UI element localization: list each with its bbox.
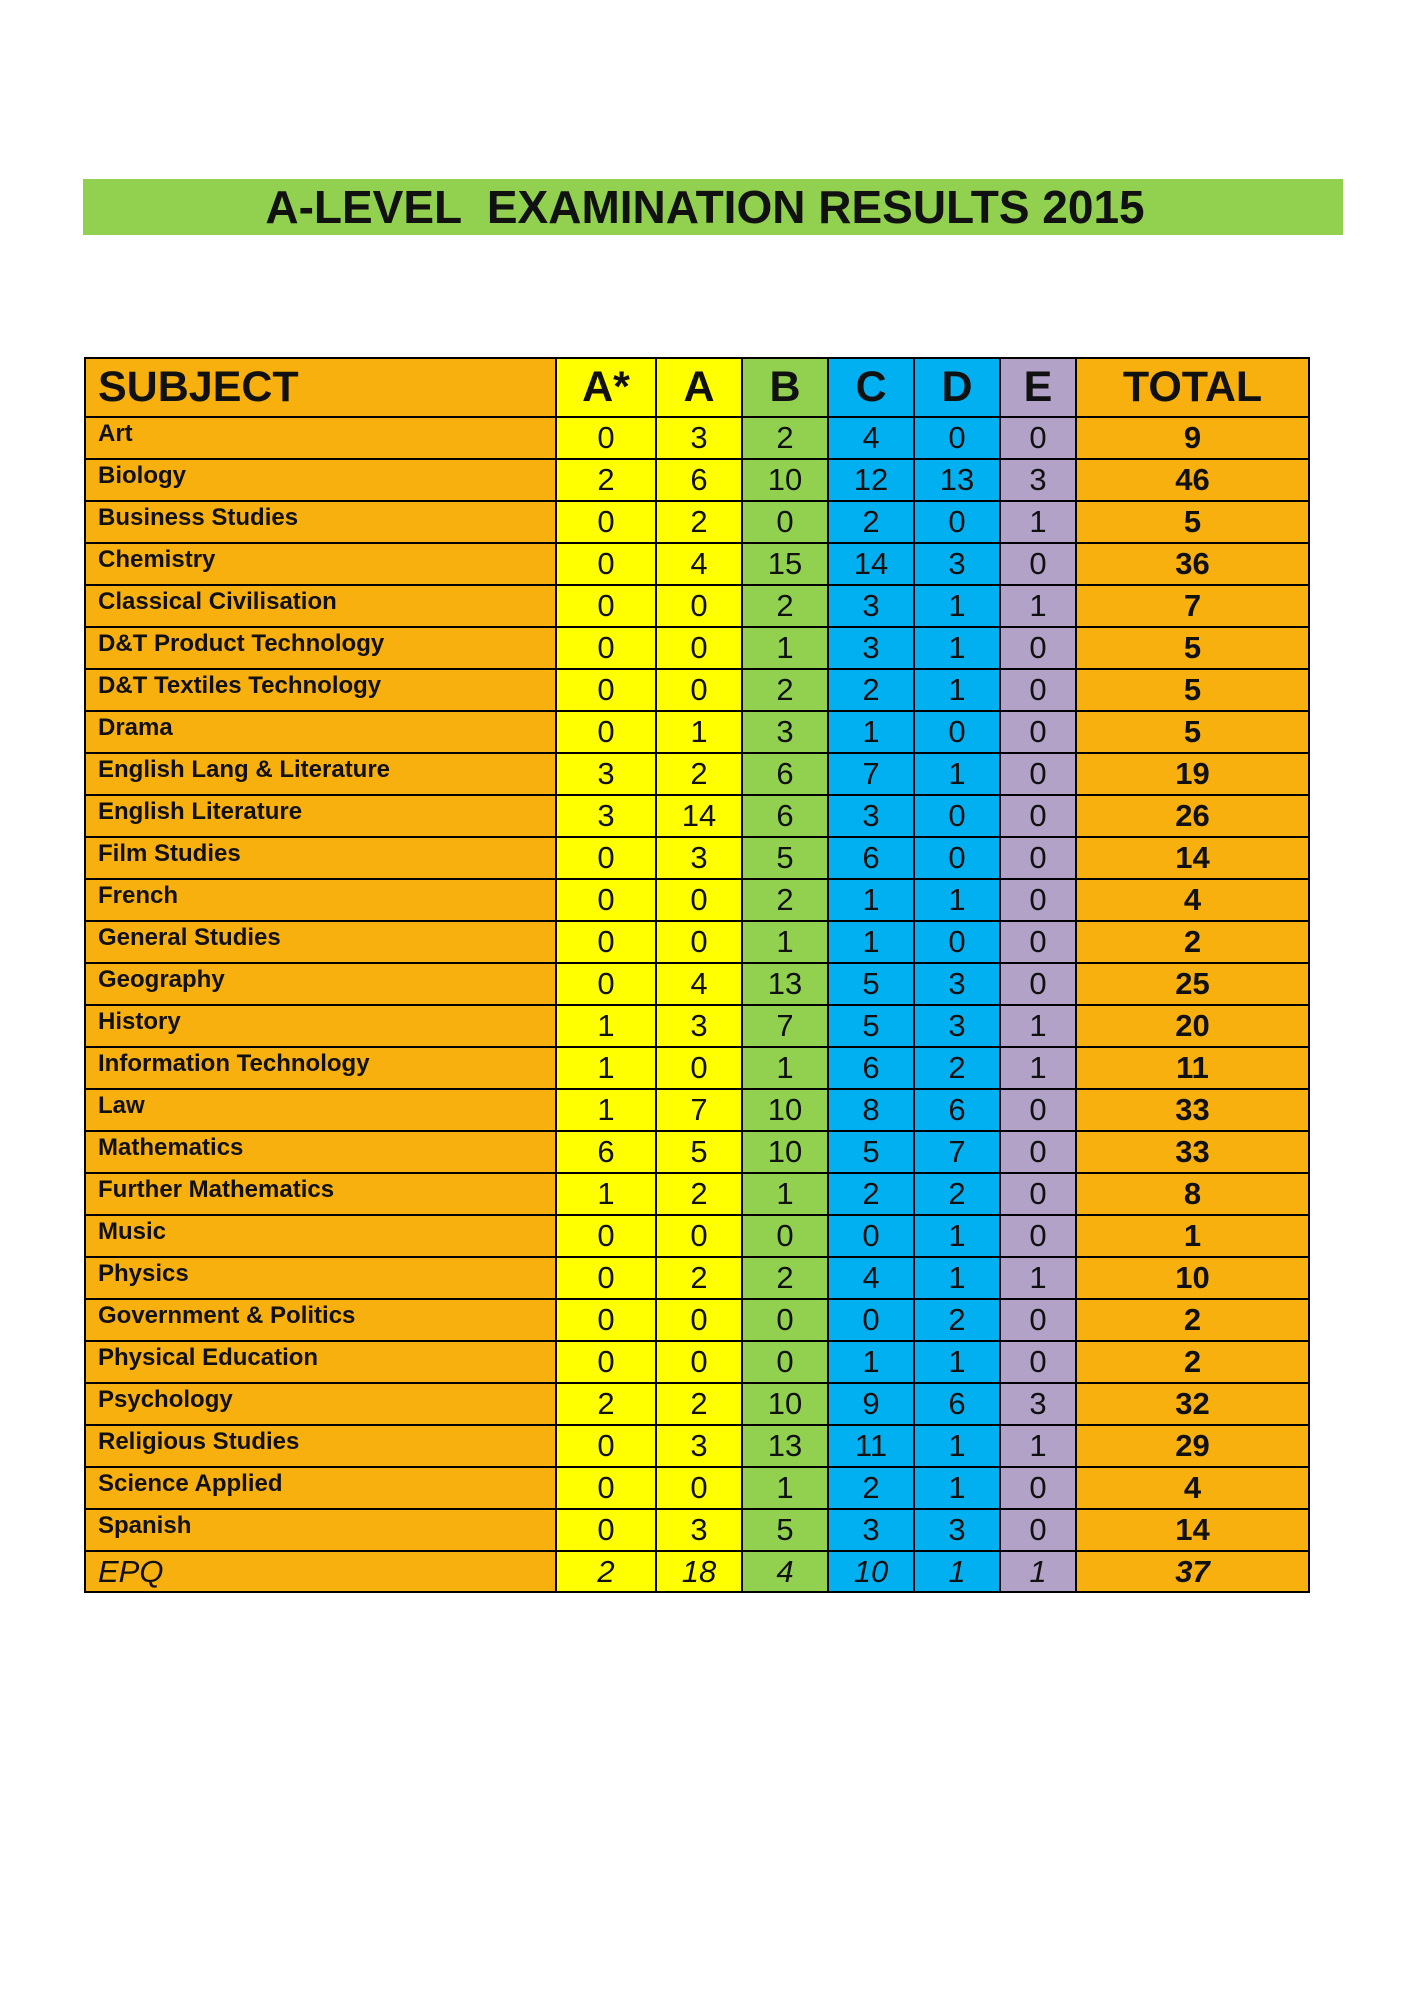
grade-d-cell: 0	[914, 501, 1000, 543]
table-row	[85, 1257, 1309, 1299]
grade-b-cell: 1	[742, 1173, 828, 1215]
grade-c-cell: 4	[828, 1257, 914, 1299]
grade-a-star-cell: 0	[556, 711, 656, 753]
grade-d-cell: 3	[914, 543, 1000, 585]
table-row	[85, 753, 1309, 795]
total-cell: 20	[1076, 1005, 1309, 1047]
total-cell: 33	[1076, 1131, 1309, 1173]
header-row	[85, 358, 1309, 417]
grade-c-cell: 11	[828, 1425, 914, 1467]
subject-cell: Information Technology	[85, 1047, 556, 1089]
grade-e-cell: 0	[1000, 1215, 1076, 1257]
subject-cell: Business Studies	[85, 501, 556, 543]
grade-b-cell: 10	[742, 459, 828, 501]
subject-cell: General Studies	[85, 921, 556, 963]
table-row	[85, 1341, 1309, 1383]
grade-a-star-cell: 1	[556, 1089, 656, 1131]
grade-e-cell: 0	[1000, 543, 1076, 585]
grade-b-cell: 2	[742, 1257, 828, 1299]
header-grade-b: B	[742, 358, 828, 417]
grade-a-cell: 3	[656, 1509, 742, 1551]
total-cell: 9	[1076, 417, 1309, 459]
grade-a-cell: 6	[656, 459, 742, 501]
grade-a-cell: 2	[656, 1257, 742, 1299]
grade-a-cell: 2	[656, 501, 742, 543]
grade-a-star-cell: 0	[556, 1467, 656, 1509]
grade-a-star-cell: 0	[556, 1509, 656, 1551]
grade-a-cell: 3	[656, 1425, 742, 1467]
grade-e-cell: 0	[1000, 1467, 1076, 1509]
header-grade-e: E	[1000, 358, 1076, 417]
total-cell: 14	[1076, 837, 1309, 879]
total-cell: 36	[1076, 543, 1309, 585]
header-total: TOTAL	[1076, 358, 1309, 417]
grade-e-cell: 0	[1000, 711, 1076, 753]
grade-b-cell: 13	[742, 1425, 828, 1467]
grade-e-cell: 0	[1000, 1299, 1076, 1341]
grade-e-cell: 0	[1000, 921, 1076, 963]
total-cell: 33	[1076, 1089, 1309, 1131]
grade-d-cell: 2	[914, 1047, 1000, 1089]
grade-b-cell: 5	[742, 1509, 828, 1551]
grade-b-cell: 0	[742, 501, 828, 543]
table-row	[85, 711, 1309, 753]
grade-a-star-cell: 3	[556, 795, 656, 837]
grade-e-cell: 0	[1000, 417, 1076, 459]
table-row	[85, 1005, 1309, 1047]
grade-a-star-cell: 1	[556, 1173, 656, 1215]
grade-c-cell: 0	[828, 1215, 914, 1257]
grade-c-cell: 5	[828, 963, 914, 1005]
table-row	[85, 1173, 1309, 1215]
grade-d-cell: 7	[914, 1131, 1000, 1173]
grade-a-star-cell: 0	[556, 837, 656, 879]
results-table	[84, 357, 1310, 1593]
subject-cell: History	[85, 1005, 556, 1047]
grade-b-cell: 0	[742, 1341, 828, 1383]
grade-d-cell: 1	[914, 1425, 1000, 1467]
grade-c-cell: 1	[828, 921, 914, 963]
grade-a-star-cell: 1	[556, 1005, 656, 1047]
table-row	[85, 585, 1309, 627]
grade-c-cell: 1	[828, 879, 914, 921]
grade-b-cell: 2	[742, 585, 828, 627]
grade-a-cell: 2	[656, 1383, 742, 1425]
grade-b-cell: 10	[742, 1089, 828, 1131]
grade-c-cell: 1	[828, 711, 914, 753]
grade-a-star-cell: 0	[556, 501, 656, 543]
grade-b-cell: 3	[742, 711, 828, 753]
grade-a-star-cell: 0	[556, 963, 656, 1005]
table-row	[85, 879, 1309, 921]
grade-c-cell: 2	[828, 669, 914, 711]
total-cell: 26	[1076, 795, 1309, 837]
grade-a-cell: 0	[656, 921, 742, 963]
grade-a-cell: 7	[656, 1089, 742, 1131]
table-row	[85, 963, 1309, 1005]
grade-a-star-cell: 0	[556, 417, 656, 459]
grade-e-cell: 0	[1000, 1173, 1076, 1215]
grade-b-cell: 4	[742, 1551, 828, 1592]
grade-a-cell: 0	[656, 1467, 742, 1509]
table-row	[85, 1299, 1309, 1341]
grade-a-star-cell: 2	[556, 1383, 656, 1425]
grade-b-cell: 10	[742, 1383, 828, 1425]
subject-cell: Physical Education	[85, 1341, 556, 1383]
total-cell: 11	[1076, 1047, 1309, 1089]
table-row	[85, 921, 1309, 963]
table-row	[85, 501, 1309, 543]
header-grade-a-star: A*	[556, 358, 656, 417]
total-cell: 5	[1076, 669, 1309, 711]
grade-a-cell: 4	[656, 963, 742, 1005]
grade-e-cell: 1	[1000, 1551, 1076, 1592]
grade-a-cell: 0	[656, 1341, 742, 1383]
grade-b-cell: 15	[742, 543, 828, 585]
grade-a-cell: 14	[656, 795, 742, 837]
grade-d-cell: 1	[914, 627, 1000, 669]
grade-e-cell: 3	[1000, 1383, 1076, 1425]
total-cell: 1	[1076, 1215, 1309, 1257]
grade-e-cell: 1	[1000, 1047, 1076, 1089]
grade-b-cell: 2	[742, 417, 828, 459]
table-row	[85, 627, 1309, 669]
grade-a-cell: 0	[656, 1215, 742, 1257]
subject-cell: Biology	[85, 459, 556, 501]
grade-b-cell: 2	[742, 669, 828, 711]
grade-e-cell: 0	[1000, 1089, 1076, 1131]
grade-d-cell: 0	[914, 921, 1000, 963]
subject-cell: Science Applied	[85, 1467, 556, 1509]
grade-c-cell: 3	[828, 585, 914, 627]
subject-cell: Spanish	[85, 1509, 556, 1551]
grade-d-cell: 6	[914, 1089, 1000, 1131]
subject-cell: Further Mathematics	[85, 1173, 556, 1215]
grade-c-cell: 12	[828, 459, 914, 501]
grade-a-star-cell: 0	[556, 1215, 656, 1257]
grade-a-star-cell: 0	[556, 627, 656, 669]
grade-a-cell: 0	[656, 1299, 742, 1341]
grade-d-cell: 6	[914, 1383, 1000, 1425]
total-cell: 32	[1076, 1383, 1309, 1425]
grade-d-cell: 3	[914, 1005, 1000, 1047]
grade-e-cell: 0	[1000, 1341, 1076, 1383]
grade-a-star-cell: 3	[556, 753, 656, 795]
subject-cell: Physics	[85, 1257, 556, 1299]
table-row	[85, 1215, 1309, 1257]
grade-a-star-cell: 0	[556, 1341, 656, 1383]
grade-c-cell: 10	[828, 1551, 914, 1592]
grade-b-cell: 0	[742, 1215, 828, 1257]
subject-cell: Government & Politics	[85, 1299, 556, 1341]
grade-d-cell: 2	[914, 1299, 1000, 1341]
table-row	[85, 1089, 1309, 1131]
grade-a-star-cell: 0	[556, 669, 656, 711]
table-row	[85, 1509, 1309, 1551]
total-cell: 2	[1076, 1299, 1309, 1341]
grade-d-cell: 2	[914, 1173, 1000, 1215]
grade-b-cell: 2	[742, 879, 828, 921]
header-grade-d: D	[914, 358, 1000, 417]
grade-d-cell: 3	[914, 1509, 1000, 1551]
subject-cell: Music	[85, 1215, 556, 1257]
title-banner	[83, 179, 1343, 235]
total-cell: 2	[1076, 921, 1309, 963]
total-cell: 14	[1076, 1509, 1309, 1551]
subject-cell: Chemistry	[85, 543, 556, 585]
grade-d-cell: 13	[914, 459, 1000, 501]
grade-d-cell: 0	[914, 417, 1000, 459]
total-cell: 46	[1076, 459, 1309, 501]
table-row	[85, 795, 1309, 837]
grade-a-cell: 0	[656, 879, 742, 921]
grade-e-cell: 0	[1000, 669, 1076, 711]
grade-c-cell: 9	[828, 1383, 914, 1425]
grade-a-star-cell: 1	[556, 1047, 656, 1089]
grade-b-cell: 1	[742, 627, 828, 669]
grade-e-cell: 0	[1000, 963, 1076, 1005]
subject-cell: Mathematics	[85, 1131, 556, 1173]
grade-a-cell: 5	[656, 1131, 742, 1173]
grade-b-cell: 1	[742, 1047, 828, 1089]
total-cell: 19	[1076, 753, 1309, 795]
grade-c-cell: 1	[828, 1341, 914, 1383]
subject-cell: Art	[85, 417, 556, 459]
grade-e-cell: 0	[1000, 795, 1076, 837]
grade-a-star-cell: 0	[556, 585, 656, 627]
total-cell: 2	[1076, 1341, 1309, 1383]
grade-d-cell: 1	[914, 1257, 1000, 1299]
table-row	[85, 1131, 1309, 1173]
grade-c-cell: 5	[828, 1005, 914, 1047]
grade-a-cell: 0	[656, 627, 742, 669]
grade-c-cell: 2	[828, 1173, 914, 1215]
header-grade-c: C	[828, 358, 914, 417]
grade-d-cell: 1	[914, 585, 1000, 627]
grade-a-cell: 0	[656, 1047, 742, 1089]
subject-cell: English Literature	[85, 795, 556, 837]
table-row	[85, 669, 1309, 711]
grade-d-cell: 1	[914, 753, 1000, 795]
grade-b-cell: 5	[742, 837, 828, 879]
grade-a-cell: 18	[656, 1551, 742, 1592]
grade-b-cell: 7	[742, 1005, 828, 1047]
grade-e-cell: 1	[1000, 1257, 1076, 1299]
grade-c-cell: 14	[828, 543, 914, 585]
header-subject: SUBJECT	[85, 358, 556, 417]
grade-c-cell: 3	[828, 1509, 914, 1551]
grade-c-cell: 6	[828, 1047, 914, 1089]
table-row	[85, 543, 1309, 585]
grade-d-cell: 1	[914, 879, 1000, 921]
total-cell: 4	[1076, 879, 1309, 921]
grade-a-cell: 4	[656, 543, 742, 585]
page-title: A-LEVEL EXAMINATION RESULTS 2015	[265, 181, 1145, 233]
grade-a-star-cell: 0	[556, 879, 656, 921]
grade-d-cell: 1	[914, 1341, 1000, 1383]
subject-cell: Psychology	[85, 1383, 556, 1425]
grade-c-cell: 6	[828, 837, 914, 879]
table-row	[85, 459, 1309, 501]
grade-d-cell: 1	[914, 1467, 1000, 1509]
table-row	[85, 1425, 1309, 1467]
grade-d-cell: 1	[914, 1215, 1000, 1257]
grade-c-cell: 8	[828, 1089, 914, 1131]
total-cell: 10	[1076, 1257, 1309, 1299]
table-row	[85, 1551, 1309, 1592]
total-cell: 7	[1076, 585, 1309, 627]
grade-a-cell: 2	[656, 1173, 742, 1215]
subject-cell: French	[85, 879, 556, 921]
results-body	[85, 417, 1309, 1592]
grade-a-star-cell: 0	[556, 1425, 656, 1467]
grade-d-cell: 1	[914, 669, 1000, 711]
subject-cell: D&T Textiles Technology	[85, 669, 556, 711]
grade-d-cell: 0	[914, 837, 1000, 879]
grade-b-cell: 6	[742, 795, 828, 837]
total-cell: 8	[1076, 1173, 1309, 1215]
grade-a-cell: 0	[656, 585, 742, 627]
grade-a-cell: 0	[656, 669, 742, 711]
grade-a-cell: 3	[656, 1005, 742, 1047]
grade-a-star-cell: 6	[556, 1131, 656, 1173]
grade-a-cell: 3	[656, 837, 742, 879]
grade-d-cell: 3	[914, 963, 1000, 1005]
grade-e-cell: 0	[1000, 1509, 1076, 1551]
subject-cell: Classical Civilisation	[85, 585, 556, 627]
total-cell: 29	[1076, 1425, 1309, 1467]
grade-a-star-cell: 0	[556, 1299, 656, 1341]
grade-d-cell: 0	[914, 711, 1000, 753]
grade-a-star-cell: 2	[556, 459, 656, 501]
grade-b-cell: 13	[742, 963, 828, 1005]
subject-cell: Drama	[85, 711, 556, 753]
total-cell: 5	[1076, 627, 1309, 669]
grade-c-cell: 2	[828, 501, 914, 543]
total-cell: 5	[1076, 501, 1309, 543]
grade-e-cell: 0	[1000, 627, 1076, 669]
grade-a-star-cell: 0	[556, 1257, 656, 1299]
grade-d-cell: 0	[914, 795, 1000, 837]
subject-cell: Law	[85, 1089, 556, 1131]
grade-b-cell: 10	[742, 1131, 828, 1173]
grade-a-star-cell: 2	[556, 1551, 656, 1592]
table-row	[85, 1467, 1309, 1509]
table-row	[85, 1383, 1309, 1425]
grade-c-cell: 4	[828, 417, 914, 459]
grade-c-cell: 5	[828, 1131, 914, 1173]
total-cell: 4	[1076, 1467, 1309, 1509]
grade-e-cell: 0	[1000, 879, 1076, 921]
total-cell: 37	[1076, 1551, 1309, 1592]
grade-c-cell: 3	[828, 627, 914, 669]
subject-cell: EPQ	[85, 1551, 556, 1592]
grade-a-cell: 3	[656, 417, 742, 459]
grade-e-cell: 1	[1000, 585, 1076, 627]
grade-e-cell: 1	[1000, 501, 1076, 543]
subject-cell: D&T Product Technology	[85, 627, 556, 669]
grade-a-cell: 2	[656, 753, 742, 795]
grade-c-cell: 0	[828, 1299, 914, 1341]
grade-c-cell: 3	[828, 795, 914, 837]
grade-d-cell: 1	[914, 1551, 1000, 1592]
total-cell: 25	[1076, 963, 1309, 1005]
subject-cell: English Lang & Literature	[85, 753, 556, 795]
grade-e-cell: 0	[1000, 1131, 1076, 1173]
grade-a-cell: 1	[656, 711, 742, 753]
grade-c-cell: 2	[828, 1467, 914, 1509]
table-row	[85, 837, 1309, 879]
subject-cell: Geography	[85, 963, 556, 1005]
grade-e-cell: 0	[1000, 837, 1076, 879]
grade-e-cell: 0	[1000, 753, 1076, 795]
grade-b-cell: 6	[742, 753, 828, 795]
subject-cell: Religious Studies	[85, 1425, 556, 1467]
grade-c-cell: 7	[828, 753, 914, 795]
grade-e-cell: 1	[1000, 1425, 1076, 1467]
grade-e-cell: 1	[1000, 1005, 1076, 1047]
table-row	[85, 417, 1309, 459]
total-cell: 5	[1076, 711, 1309, 753]
grade-e-cell: 3	[1000, 459, 1076, 501]
grade-b-cell: 1	[742, 921, 828, 963]
grade-b-cell: 0	[742, 1299, 828, 1341]
grade-b-cell: 1	[742, 1467, 828, 1509]
grade-a-star-cell: 0	[556, 543, 656, 585]
subject-cell: Film Studies	[85, 837, 556, 879]
grade-a-star-cell: 0	[556, 921, 656, 963]
table-row	[85, 1047, 1309, 1089]
header-grade-a: A	[656, 358, 742, 417]
